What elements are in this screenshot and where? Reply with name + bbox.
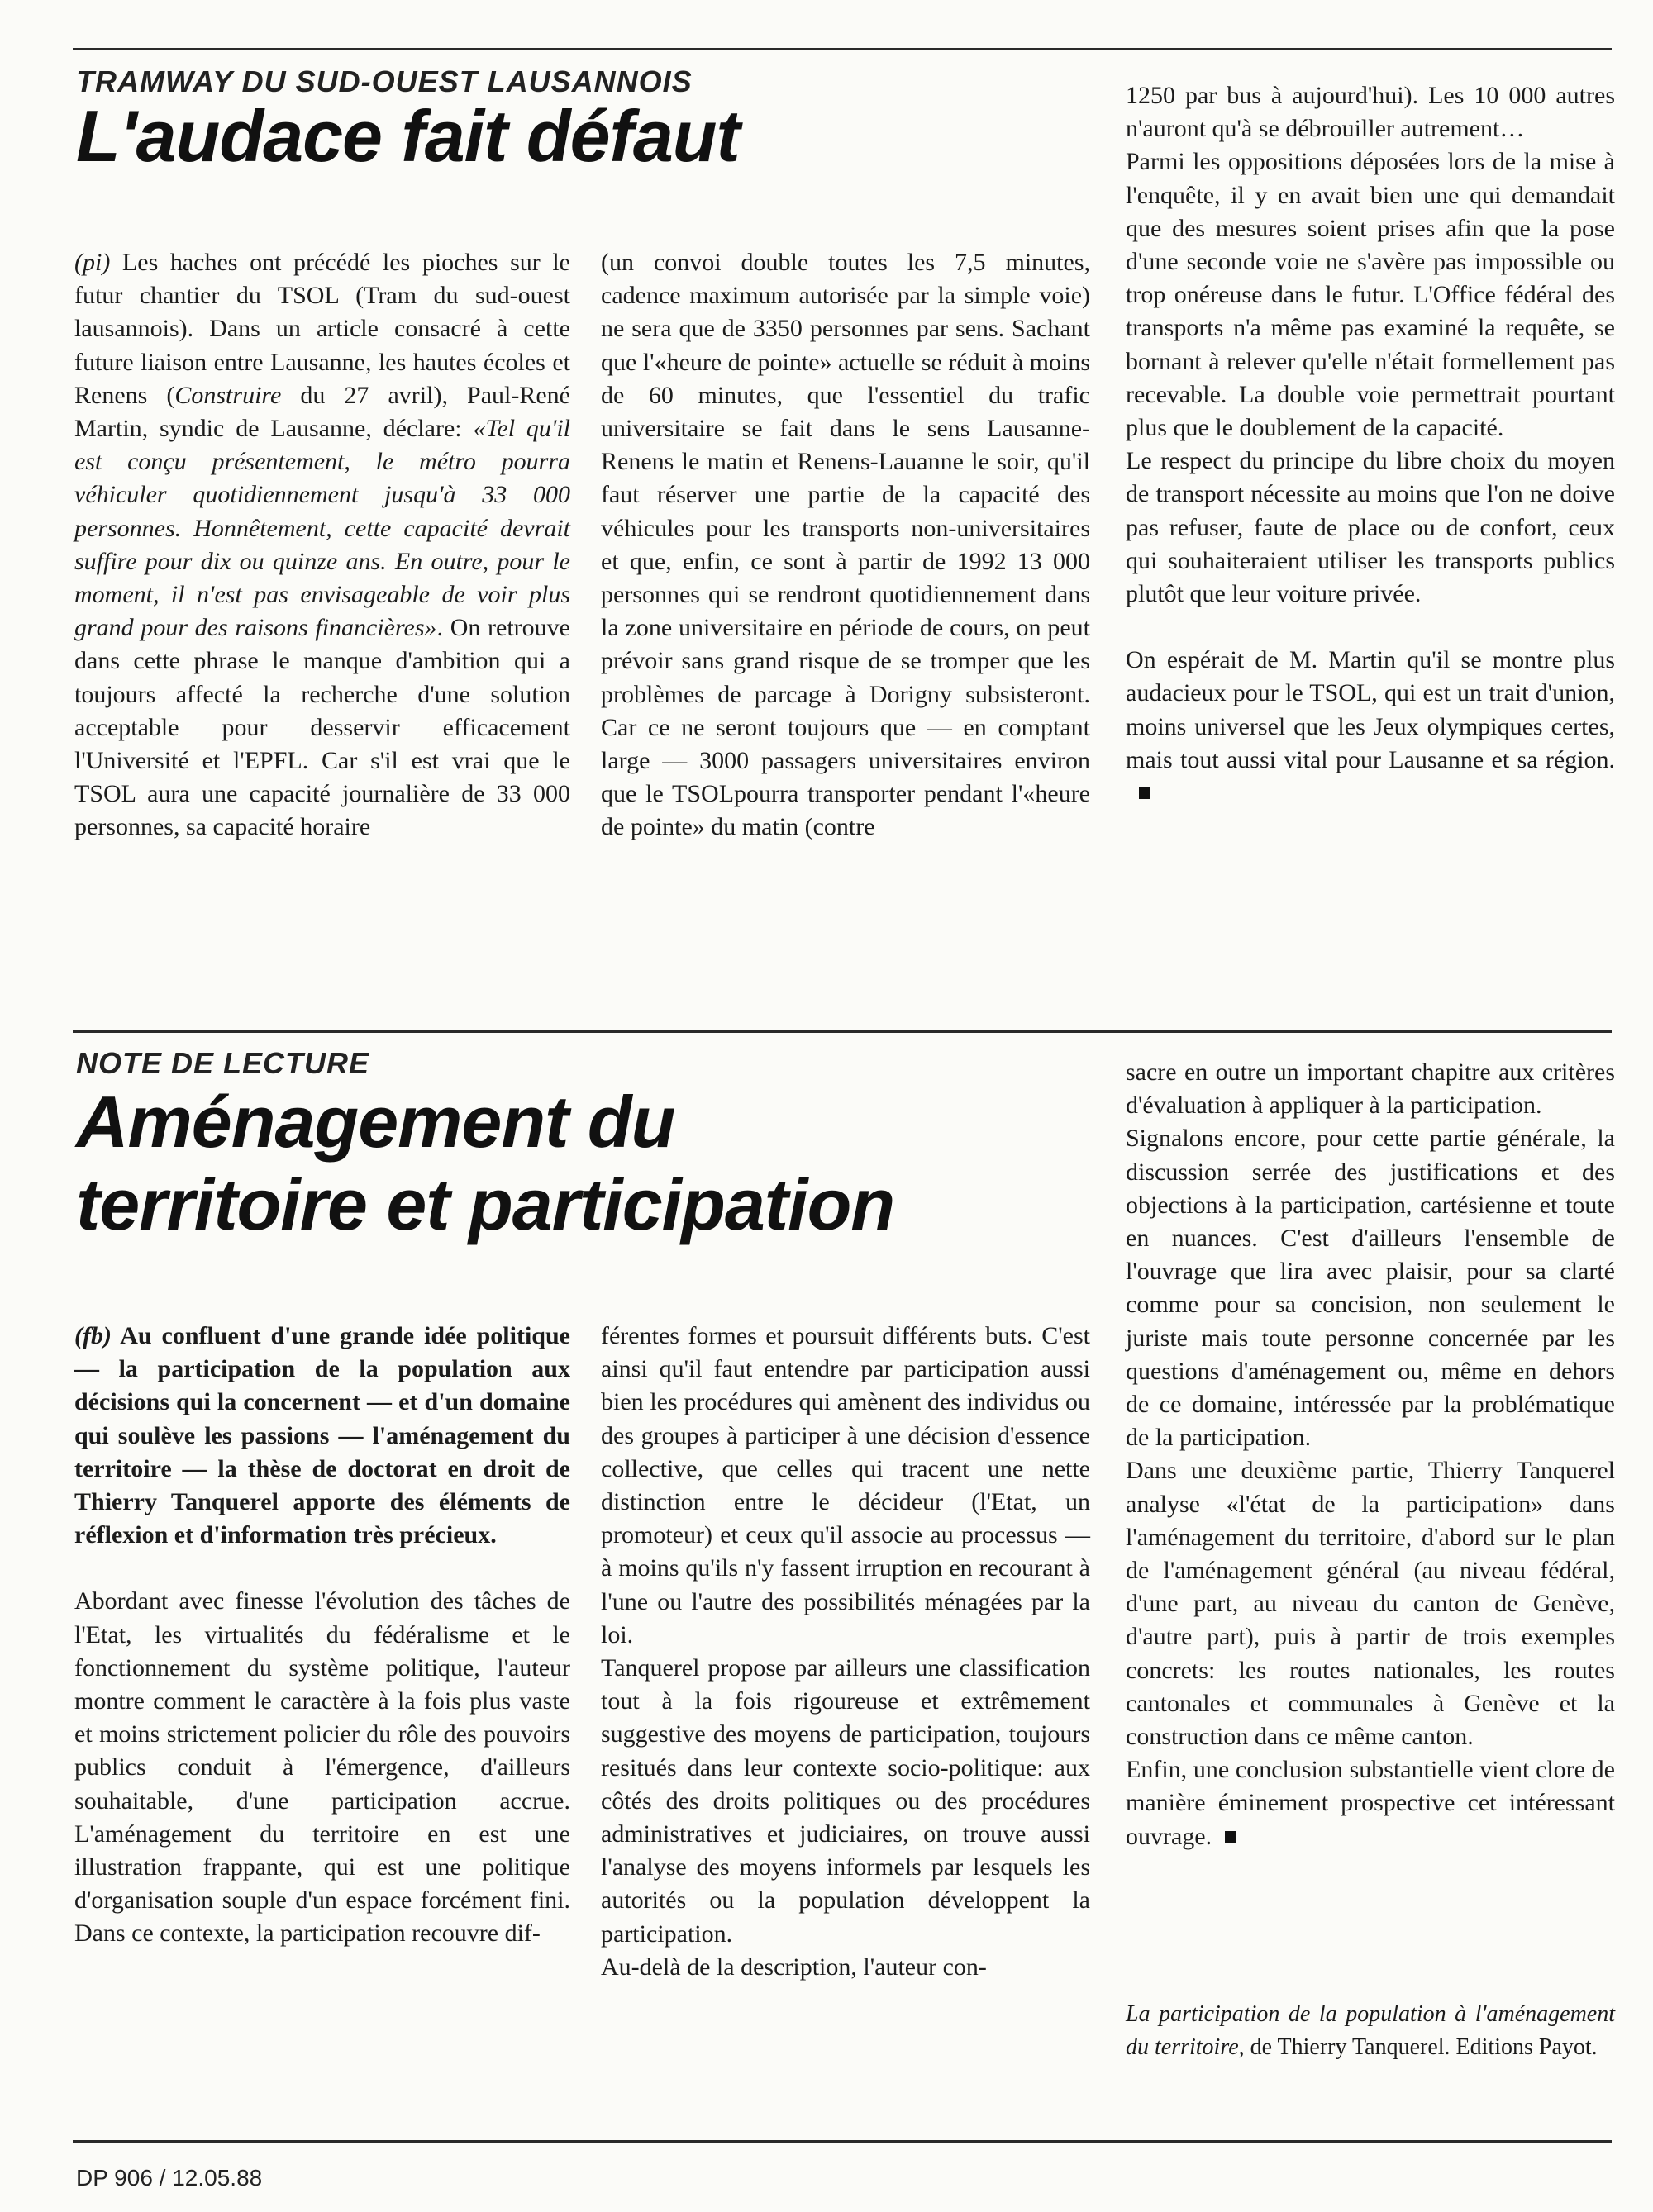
article1-kicker: TRAMWAY DU SUD-OUEST LAUSANNOIS [76, 64, 693, 98]
article1-col1-text-b: du 27 avril), Paul-René Martin, syndic de Lausanne, déclare: [74, 381, 570, 443]
article2-col2-paragraph-2: Tanquerel propose par ailleurs une classification tout à la fois rigoureuse et extrêmement suggestive des moyens de participation, toujours resitués dans leur contexte socio-politique: aux côtés des droits politiques ou des procédures administratives et judiciaires, on trouve aussi l'analyse des moyens informels par lesquels les autorités ou la population développent la participation. [601, 1654, 1090, 1948]
article1-column-3 [1126, 79, 1615, 810]
article2-col3-paragraph-1: sacre en outre un important chapitre aux critères d'évaluation à appliquer à la participation. [1126, 1058, 1615, 1120]
article2-lead-paragraph [74, 1320, 570, 1552]
article1-quote: «Tel qu'il est conçu présentement, le métro pourra véhiculer quotidiennement jusqu'à 33 000 personnes. Honnêtement, cette capacité devrait suffire pour dix ou quinze ans. En outre, pour le moment, il n'est pas envisageable de voir plus grand pour des raisons financières» [74, 415, 570, 642]
top-rule [73, 48, 1612, 50]
article1-col1-text-c: . On retrouve dans cette phrase le manque d'ambition qui a toujours affecté la recherche d'une solution acceptable pour desservir efficacement l'Université et l'EPFL. Car s'il est vrai que le TSOL aura une capacité journalière de 33 000 personnes, sa capacité horaire [74, 614, 570, 841]
article1-col1-paragraph [74, 246, 570, 844]
bottom-rule [73, 2140, 1612, 2143]
article1-column-1 [74, 246, 570, 844]
article2-col2-paragraph-3: Au-delà de la description, l'auteur con- [601, 1953, 987, 1981]
book-title: La participation de la population à l'aménagement du territoire [1126, 2001, 1615, 2060]
article2-byline: (fb) [74, 1322, 112, 1349]
article1-col3-paragraph-1: 1250 par bus à aujourd'hui). Les 10 000 autres n'auront qu'à se débrouiller autrement… [1126, 82, 1615, 143]
article2-column-1 [74, 1320, 570, 1951]
article1-publication-name: Construire [174, 381, 282, 409]
article2-col1-paragraph: Abordant avec finesse l'évolution des tâches de l'Etat, les virtualités du fédéralisme et le fonctionnement du système politique, l'auteur montre comment le caractère à la fois plus vaste et moins strictement policier du rôle des pouvoirs publics conduit à l'émergence, d'ailleurs souhaitable, d'une participation accrue. L'aménagement du territoire en est une illustration frappante, qui est une politique d'organisation souple d'un espace forcément fini. Dans ce contexte, la participation recouvre dif- [74, 1587, 570, 1948]
article2-lead-text: Au confluent d'une grande idée politique — la participation de la population aux décisions qui la concernent — et d'un domaine qui soulève les passions — l'aménagement du territoire — la thèse de doctorat en droit de Thierry Tanquerel apporte des éléments de réflexion et d'information très précieux. [74, 1322, 570, 1549]
article2-col3-paragraph-2: Signalons encore, pour cette partie générale, la discussion serrée des justifications et des objections à la participation, cartésienne et toute en nuances. C'est d'ailleurs l'ensemble de l'ouvrage que lira avec plaisir, pour sa clarté comme pour sa concision, non seulement le juriste mais toute personne concernée par les questions d'aménagement ou, même en dehors de ce domaine, intéressée par la problématique de la participation. [1126, 1125, 1615, 1452]
article1-col3-paragraph-4 [1126, 644, 1615, 810]
article2-headline [76, 1081, 894, 1246]
article1-byline: (pi) [74, 249, 111, 276]
article2-column-2 [601, 1320, 1090, 1984]
article1-col3-text-4: On espérait de M. Martin qu'il se montre plus audacieux pour le TSOL, qui est un trait d'union, moins universel que les Jeux olympiques certes, mais tout aussi vital pour Lausanne et sa région. [1126, 646, 1615, 773]
article2-headline-line-2: territoire et participation [76, 1163, 895, 1245]
article2-headline-line-1: Aménagement du [76, 1081, 675, 1163]
section-rule [73, 1030, 1612, 1033]
end-of-article-mark [1225, 1831, 1236, 1843]
article1-col1-text-a: Les haches ont précédé les pioches sur le futur chantier du TSOL (Tram du sud-ouest lausannois). Dans un article consacré à cette future liaison entre Lausanne, les hautes écoles et Renens ( [74, 249, 570, 409]
article2-kicker: NOTE DE LECTURE [76, 1046, 370, 1080]
article1-col3-paragraph-3: Le respect du principe du libre choix du moyen de transport nécessite au moins que l'on ne doive pas refuser, faute de place ou de confort, ceux qui souhaiteraient utiliser les transports publics plutôt que leur voiture privée. [1126, 447, 1615, 608]
article2-col2-paragraph-1: férentes formes et poursuit différents buts. C'est ainsi qu'il faut entendre par participation aussi bien les procédures qui amènent des individus ou des groupes à participer à une décision d'essence collective, que celles qui tracent une nette distinction entre le décideur (l'Etat, un promoteur) et ceux qu'il associe au processus — à moins qu'ils n'y fassent irruption en recourant à l'une ou l'autre des possibilités ménagées par la loi. [601, 1322, 1090, 1648]
end-of-article-mark [1139, 787, 1150, 799]
article2-col3-paragraph-4 [1126, 1753, 1615, 1853]
footer-issue-date: DP 906 / 12.05.88 [76, 2165, 263, 2191]
article2-col3-text-4: Enfin, une conclusion substantielle vient clore de manière éminement prospective cet intéressant ouvrage. [1126, 1756, 1615, 1850]
article1-headline: L'audace fait défaut [76, 95, 740, 177]
article2-col3-paragraph-3: Dans une deuxième partie, Thierry Tanquerel analyse «l'état de la participation» dans l'aménagement du territoire, d'abord sur le plan de l'aménagement général (au niveau fédéral, d'une part, au niveau du canton de Genève, d'autre part), puis à partir de trois exemples concrets: les routes nationales, les routes cantonales et communales à Genève et la construction dans ce même canton. [1126, 1457, 1615, 1751]
article1-col2-paragraph: (un convoi double toutes les 7,5 minutes, cadence maximum autorisée par la simple voie) ne sera que de 3350 personnes par sens. Sachant que l'«heure de pointe» actuelle se réduit à moins de 60 minutes, que l'essentiel du trafic universitaire se fait dans le sens Lausanne-Renens le matin et Renens-Lauanne le soir, qu'il faut réserver une partie de la capacité des véhicules pour les transports non-universitaires et que, enfin, ce sont à partir de 1992 13 000 personnes qui se rendront quotidiennement dans la zone universitaire en période de cours, on peut prévoir sans grand risque de se tromper que les problèmes de parcage à Dorigny subsisteront. Car ce ne seront toujours que — en comptant large — 3000 passagers universitaires environ que le TSOLpourra transporter pendant l'«heure de pointe» du matin (contre [601, 249, 1090, 841]
book-details: , de Thierry Tanquerel. Editions Payot. [1238, 2034, 1598, 2060]
article1-col3-paragraph-2: Parmi les oppositions déposées lors de la mise à l'enquête, il y en avait bien une qui demandait que des mesures soient prises afin que la pose d'une seconde voie ne s'avère pas impossible ou trop onéreuse dans le futur. L'Office fédéral des transports n'a même pas examiné la requête, se bornant à relever qu'elle n'était formellement pas recevable. La double voie permettrait pourtant plus que le doublement de la capacité. [1126, 148, 1615, 442]
article2-column-3 [1126, 1056, 1615, 1853]
book-reference-caption [1126, 1998, 1615, 2064]
article1-column-2 [601, 246, 1090, 844]
